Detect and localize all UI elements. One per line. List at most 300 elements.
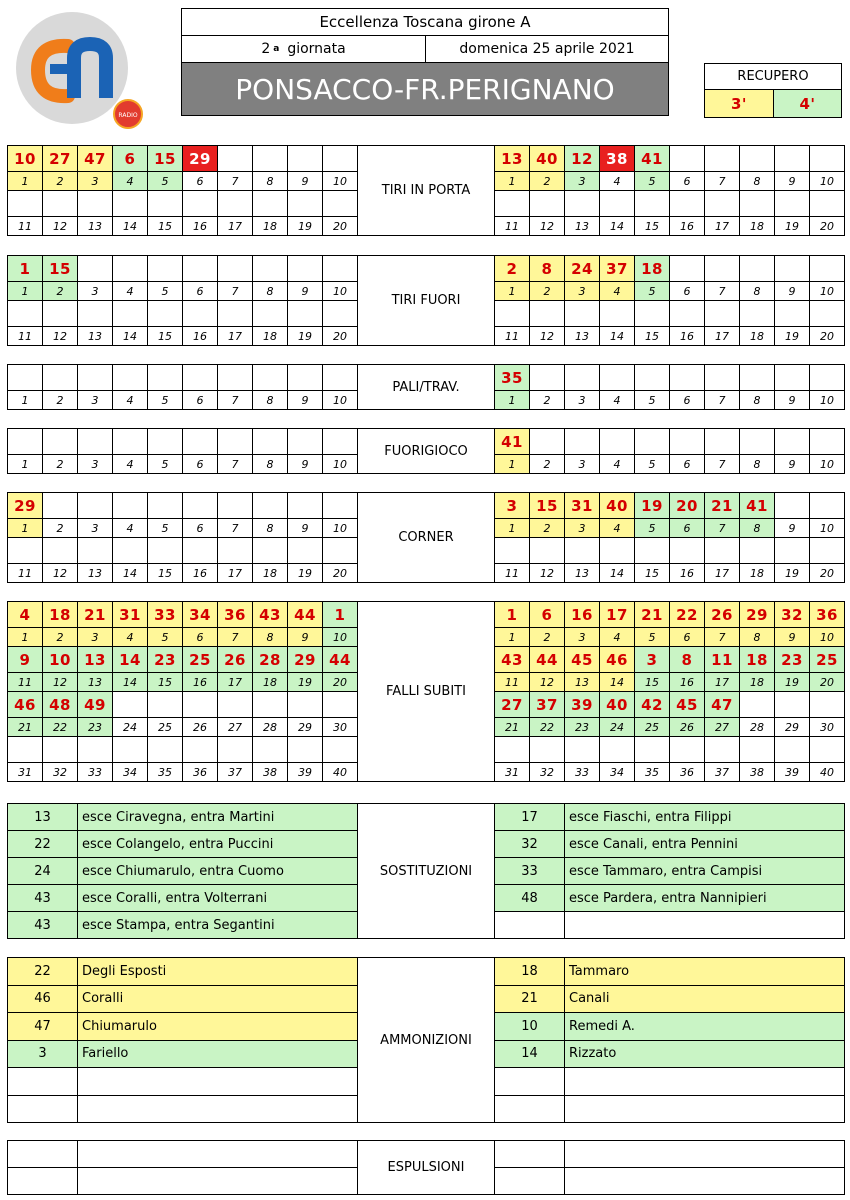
stat-index: 6: [196, 284, 204, 298]
stat-minute: 10: [14, 149, 36, 168]
right-5-index-cell: [599, 672, 635, 692]
stat-index: 2: [543, 521, 551, 535]
left-4-value-cell: [7, 537, 43, 564]
recupero-second-half: [773, 89, 842, 118]
left-0-value-cell: [77, 190, 113, 217]
stat-minute: 27: [501, 695, 523, 714]
right-5-value-cell: [809, 691, 845, 718]
stat-index: 4: [126, 284, 134, 298]
stat-index: 18: [263, 329, 277, 343]
stat-index: 16: [193, 566, 207, 580]
right-2-value-cell: [634, 364, 670, 391]
stat-index: 8: [266, 174, 274, 188]
stat-index: 14: [610, 566, 624, 580]
right-0-value-cell: [564, 145, 600, 172]
section-title: TIRI FUORI: [391, 293, 461, 308]
right-4-index-cell: [704, 563, 740, 583]
section-label: [357, 492, 495, 583]
stat-index: 7: [718, 457, 726, 471]
stat-index: 8: [753, 521, 761, 535]
right-5-index-cell: [704, 762, 740, 782]
substitutions-text: esce Ciravegna, entra Martini: [82, 809, 275, 825]
left-1-value-cell: [147, 255, 183, 282]
right-1-value-cell: [809, 255, 845, 282]
right-4-value-cell: [774, 537, 810, 564]
left-2-value-cell: [322, 364, 358, 391]
cautions-right-text-cell: [564, 1095, 845, 1124]
left-5-value-cell: [322, 736, 358, 763]
stat-minute: 3: [506, 496, 518, 515]
cautions-right-text-cell: [564, 957, 845, 986]
left-3-index-cell: [42, 454, 78, 474]
stat-index: 10: [333, 521, 347, 535]
right-2-index-cell: [634, 390, 670, 410]
left-0-index-cell: [7, 171, 43, 191]
left-5-index-cell: [217, 762, 253, 782]
left-5-index-cell: [112, 672, 148, 692]
right-1-value-cell: [739, 255, 775, 282]
left-4-index-cell: [217, 518, 253, 538]
right-1-index-cell: [494, 281, 530, 301]
left-1-value-cell: [7, 300, 43, 327]
stat-index: 1: [21, 174, 29, 188]
right-1-index-cell: [599, 281, 635, 301]
substitutions-minute: 43: [34, 917, 51, 933]
left-5-index-cell: [322, 627, 358, 647]
right-0-value-cell: [704, 190, 740, 217]
stat-index: 3: [91, 174, 99, 188]
left-5-value-cell: [112, 691, 148, 718]
left-5-index-cell: [217, 717, 253, 737]
left-5-index-cell: [112, 717, 148, 737]
right-1-index-cell: [809, 326, 845, 346]
stat-index: 9: [788, 284, 796, 298]
cautions-text: Remedi A.: [569, 1018, 635, 1034]
right-4-value-cell: [494, 537, 530, 564]
right-0-value-cell: [774, 145, 810, 172]
stat-index: 2: [543, 393, 551, 407]
stat-index: 19: [298, 566, 312, 580]
stat-index: 8: [266, 521, 274, 535]
left-1-index-cell: [147, 326, 183, 346]
stat-index: 31: [505, 765, 519, 779]
stat-minute: 43: [501, 650, 523, 669]
cautions-minute: 21: [521, 991, 538, 1007]
right-3-index-cell: [599, 454, 635, 474]
right-5-index-cell: [809, 762, 845, 782]
stat-index: 2: [543, 457, 551, 471]
stat-index: 3: [578, 521, 586, 535]
stat-minute: 17: [606, 605, 628, 624]
right-0-value-cell: [564, 190, 600, 217]
left-5-value-cell: [7, 601, 43, 628]
left-4-value-cell: [112, 492, 148, 519]
substitutions-left-text-cell: [77, 803, 358, 831]
right-2-value-cell: [739, 364, 775, 391]
left-5-index-cell: [322, 672, 358, 692]
stat-index: 12: [53, 219, 67, 233]
right-0-value-cell: [704, 145, 740, 172]
right-0-index-cell: [739, 216, 775, 236]
right-4-index-cell: [774, 563, 810, 583]
right-5-value-cell: [599, 736, 635, 763]
left-0-index-cell: [77, 216, 113, 236]
right-5-value-cell: [704, 736, 740, 763]
cautions-text: Degli Esposti: [82, 963, 167, 979]
stat-index: 18: [750, 675, 764, 689]
stat-minute: 6: [541, 605, 553, 624]
stat-minute: 33: [154, 605, 176, 624]
right-2-index-cell: [809, 390, 845, 410]
right-5-value-cell: [494, 736, 530, 763]
right-0-value-cell: [669, 145, 705, 172]
left-1-index-cell: [322, 281, 358, 301]
left-0-value-cell: [7, 190, 43, 217]
left-5-index-cell: [252, 717, 288, 737]
stat-index: 8: [266, 393, 274, 407]
left-0-value-cell: [217, 190, 253, 217]
stat-index: 19: [785, 675, 799, 689]
left-5-value-cell: [252, 646, 288, 673]
left-2-index-cell: [287, 390, 323, 410]
stat-index: 33: [575, 765, 589, 779]
stat-minute: 41: [746, 496, 768, 515]
left-5-index-cell: [7, 717, 43, 737]
left-4-value-cell: [287, 537, 323, 564]
stat-index: 1: [508, 393, 516, 407]
substitutions-left-text-cell: [77, 830, 358, 858]
stat-index: 13: [88, 566, 102, 580]
right-5-value-cell: [529, 601, 565, 628]
right-5-value-cell: [739, 736, 775, 763]
substitutions-text: esce Pardera, entra Nannipieri: [569, 890, 767, 906]
stat-index: 39: [298, 765, 312, 779]
left-4-index-cell: [147, 563, 183, 583]
stat-index: 20: [333, 675, 347, 689]
right-5-index-cell: [809, 717, 845, 737]
right-5-index-cell: [494, 672, 530, 692]
substitutions-left-minute-cell: [7, 857, 78, 885]
substitutions-minute: 43: [34, 890, 51, 906]
left-0-index-cell: [42, 171, 78, 191]
left-5-index-cell: [217, 672, 253, 692]
stat-minute: 2: [506, 259, 518, 278]
right-5-value-cell: [774, 691, 810, 718]
right-5-index-cell: [564, 717, 600, 737]
right-5-index-cell: [669, 627, 705, 647]
expulsions-right-text-cell: [564, 1140, 845, 1168]
stat-index: 9: [301, 174, 309, 188]
stat-index: 18: [263, 675, 277, 689]
stat-index: 23: [88, 720, 102, 734]
left-3-value-cell: [322, 428, 358, 455]
substitutions-minute: 13: [34, 809, 51, 825]
right-3-value-cell: [494, 428, 530, 455]
right-5-value-cell: [634, 736, 670, 763]
left-5-index-cell: [7, 762, 43, 782]
left-4-index-cell: [77, 518, 113, 538]
right-0-index-cell: [529, 171, 565, 191]
stat-index: 4: [126, 174, 134, 188]
recupero-second-half-value: 4': [799, 94, 816, 113]
stat-index: 12: [540, 329, 554, 343]
right-4-value-cell: [564, 492, 600, 519]
stat-index: 16: [680, 675, 694, 689]
right-3-index-cell: [564, 454, 600, 474]
stat-index: 34: [610, 765, 624, 779]
stat-minute: 37: [606, 259, 628, 278]
left-5-value-cell: [42, 601, 78, 628]
left-5-index-cell: [147, 672, 183, 692]
right-5-index-cell: [599, 762, 635, 782]
stat-index: 11: [18, 566, 32, 580]
left-2-index-cell: [42, 390, 78, 410]
left-3-index-cell: [287, 454, 323, 474]
stat-minute: 15: [536, 496, 558, 515]
right-0-index-cell: [809, 216, 845, 236]
match-date: [425, 35, 669, 63]
right-3-index-cell: [529, 454, 565, 474]
left-5-value-cell: [252, 601, 288, 628]
left-4-index-cell: [322, 563, 358, 583]
right-0-index-cell: [669, 216, 705, 236]
right-1-value-cell: [774, 300, 810, 327]
left-2-value-cell: [252, 364, 288, 391]
stat-index: 3: [578, 284, 586, 298]
left-1-value-cell: [112, 300, 148, 327]
stat-index: 11: [505, 219, 519, 233]
left-0-index-cell: [147, 216, 183, 236]
left-0-index-cell: [7, 216, 43, 236]
stat-index: 7: [231, 284, 239, 298]
right-5-index-cell: [669, 672, 705, 692]
stat-index: 6: [196, 457, 204, 471]
stat-minute: 1: [334, 605, 346, 624]
stat-minute: 19: [641, 496, 663, 515]
cautions-right-minute-cell: [494, 1012, 565, 1041]
left-5-index-cell: [182, 672, 218, 692]
stat-index: 11: [18, 675, 32, 689]
stat-index: 18: [263, 566, 277, 580]
right-2-value-cell: [704, 364, 740, 391]
right-1-index-cell: [704, 281, 740, 301]
right-4-value-cell: [809, 537, 845, 564]
left-1-value-cell: [252, 255, 288, 282]
stat-index: 15: [645, 675, 659, 689]
left-5-index-cell: [182, 627, 218, 647]
right-5-index-cell: [634, 627, 670, 647]
expulsions-right-minute-cell: [494, 1167, 565, 1195]
stat-index: 7: [231, 174, 239, 188]
left-2-value-cell: [217, 364, 253, 391]
stat-index: 27: [228, 720, 242, 734]
left-1-index-cell: [287, 326, 323, 346]
stat-index: 17: [228, 219, 242, 233]
recupero-label: [704, 63, 842, 90]
left-1-index-cell: [7, 281, 43, 301]
stat-index: 7: [231, 630, 239, 644]
left-5-value-cell: [322, 601, 358, 628]
stat-index: 5: [161, 284, 169, 298]
right-4-value-cell: [564, 537, 600, 564]
stat-index: 8: [753, 630, 761, 644]
right-5-index-cell: [634, 717, 670, 737]
right-5-index-cell: [704, 717, 740, 737]
right-1-index-cell: [529, 326, 565, 346]
stat-minute: 15: [49, 259, 71, 278]
substitutions-right-minute-cell: [494, 803, 565, 831]
right-1-index-cell: [774, 281, 810, 301]
stat-index: 5: [161, 174, 169, 188]
left-5-index-cell: [112, 762, 148, 782]
cautions-left-text-cell: [77, 985, 358, 1014]
stat-index: 8: [753, 457, 761, 471]
right-5-value-cell: [599, 691, 635, 718]
stat-minute: 46: [14, 695, 36, 714]
stat-minute: 27: [49, 149, 71, 168]
right-2-index-cell: [704, 390, 740, 410]
left-4-index-cell: [7, 563, 43, 583]
cautions-text: Chiumarulo: [82, 1018, 157, 1034]
right-5-index-cell: [704, 672, 740, 692]
substitutions-right-text-cell: [564, 830, 845, 858]
left-2-value-cell: [7, 364, 43, 391]
right-0-index-cell: [634, 216, 670, 236]
right-3-index-cell: [739, 454, 775, 474]
left-4-index-cell: [252, 518, 288, 538]
cautions-right-text-cell: [564, 985, 845, 1014]
stat-minute: 47: [711, 695, 733, 714]
stat-index: 11: [18, 329, 32, 343]
substitutions-right-text-cell: [564, 884, 845, 912]
cautions-left-text-cell: [77, 957, 358, 986]
right-5-value-cell: [564, 691, 600, 718]
stat-index: 2: [56, 521, 64, 535]
right-5-value-cell: [739, 601, 775, 628]
stat-index: 7: [718, 393, 726, 407]
stat-minute: 32: [781, 605, 803, 624]
stat-index: 22: [53, 720, 67, 734]
substitutions-minute: 22: [34, 836, 51, 852]
right-4-index-cell: [564, 518, 600, 538]
stat-index: 29: [785, 720, 799, 734]
cautions-text: Canali: [569, 991, 610, 1007]
left-5-index-cell: [147, 762, 183, 782]
left-5-value-cell: [77, 736, 113, 763]
substitutions-minute: 24: [34, 863, 51, 879]
right-5-index-cell: [739, 762, 775, 782]
stat-index: 8: [753, 174, 761, 188]
left-5-index-cell: [77, 717, 113, 737]
left-0-index-cell: [252, 216, 288, 236]
stat-index: 4: [613, 521, 621, 535]
right-0-value-cell: [809, 190, 845, 217]
right-0-index-cell: [494, 216, 530, 236]
stat-index: 15: [158, 675, 172, 689]
left-5-value-cell: [147, 691, 183, 718]
right-1-value-cell: [494, 255, 530, 282]
left-0-index-cell: [322, 171, 358, 191]
stat-index: 18: [750, 329, 764, 343]
right-5-index-cell: [494, 762, 530, 782]
section-title: FALLI SUBITI: [386, 684, 466, 699]
stat-index: 7: [718, 521, 726, 535]
stat-index: 1: [21, 457, 29, 471]
stat-index: 20: [333, 566, 347, 580]
stat-index: 40: [333, 765, 347, 779]
left-1-index-cell: [182, 281, 218, 301]
left-0-value-cell: [252, 190, 288, 217]
stat-minute: 29: [189, 149, 211, 168]
stat-index: 5: [648, 457, 656, 471]
stat-minute: 9: [19, 650, 31, 669]
stat-index: 9: [788, 630, 796, 644]
stat-index: 8: [266, 457, 274, 471]
right-5-index-cell: [494, 627, 530, 647]
stat-index: 27: [715, 720, 729, 734]
expulsions-right-text-cell: [564, 1167, 845, 1195]
stat-index: 5: [161, 630, 169, 644]
left-1-value-cell: [42, 255, 78, 282]
left-3-index-cell: [7, 454, 43, 474]
stat-index: 10: [820, 630, 834, 644]
stat-index: 16: [193, 675, 207, 689]
stat-index: 15: [158, 329, 172, 343]
left-3-value-cell: [77, 428, 113, 455]
right-5-value-cell: [634, 646, 670, 673]
stat-index: 2: [56, 174, 64, 188]
stat-index: 15: [158, 219, 172, 233]
stat-index: 37: [715, 765, 729, 779]
stat-index: 6: [683, 393, 691, 407]
left-5-value-cell: [287, 601, 323, 628]
left-0-value-cell: [42, 145, 78, 172]
left-0-value-cell: [217, 145, 253, 172]
left-1-index-cell: [112, 281, 148, 301]
left-1-value-cell: [112, 255, 148, 282]
left-0-index-cell: [112, 171, 148, 191]
stat-index: 6: [196, 393, 204, 407]
right-1-index-cell: [634, 326, 670, 346]
left-5-index-cell: [42, 672, 78, 692]
right-5-value-cell: [739, 691, 775, 718]
left-3-value-cell: [112, 428, 148, 455]
stat-index: 36: [680, 765, 694, 779]
left-3-value-cell: [252, 428, 288, 455]
section-label: [357, 428, 495, 474]
stat-index: 32: [53, 765, 67, 779]
round-number: 2: [261, 41, 271, 57]
left-1-index-cell: [42, 326, 78, 346]
left-4-index-cell: [77, 563, 113, 583]
left-5-value-cell: [182, 736, 218, 763]
right-5-value-cell: [809, 646, 845, 673]
right-5-value-cell: [494, 691, 530, 718]
right-5-index-cell: [494, 717, 530, 737]
section-title: PALI/TRAV.: [392, 379, 460, 395]
stat-index: 1: [21, 284, 29, 298]
stat-index: 10: [820, 521, 834, 535]
cautions-right-text-cell: [564, 1067, 845, 1096]
substitutions-right-text-cell: [564, 857, 845, 885]
stat-minute: 45: [676, 695, 698, 714]
substitutions-right-minute-cell: [494, 857, 565, 885]
stat-index: 12: [540, 219, 554, 233]
left-1-value-cell: [217, 255, 253, 282]
stat-index: 39: [785, 765, 799, 779]
stat-minute: 20: [676, 496, 698, 515]
right-0-index-cell: [669, 171, 705, 191]
